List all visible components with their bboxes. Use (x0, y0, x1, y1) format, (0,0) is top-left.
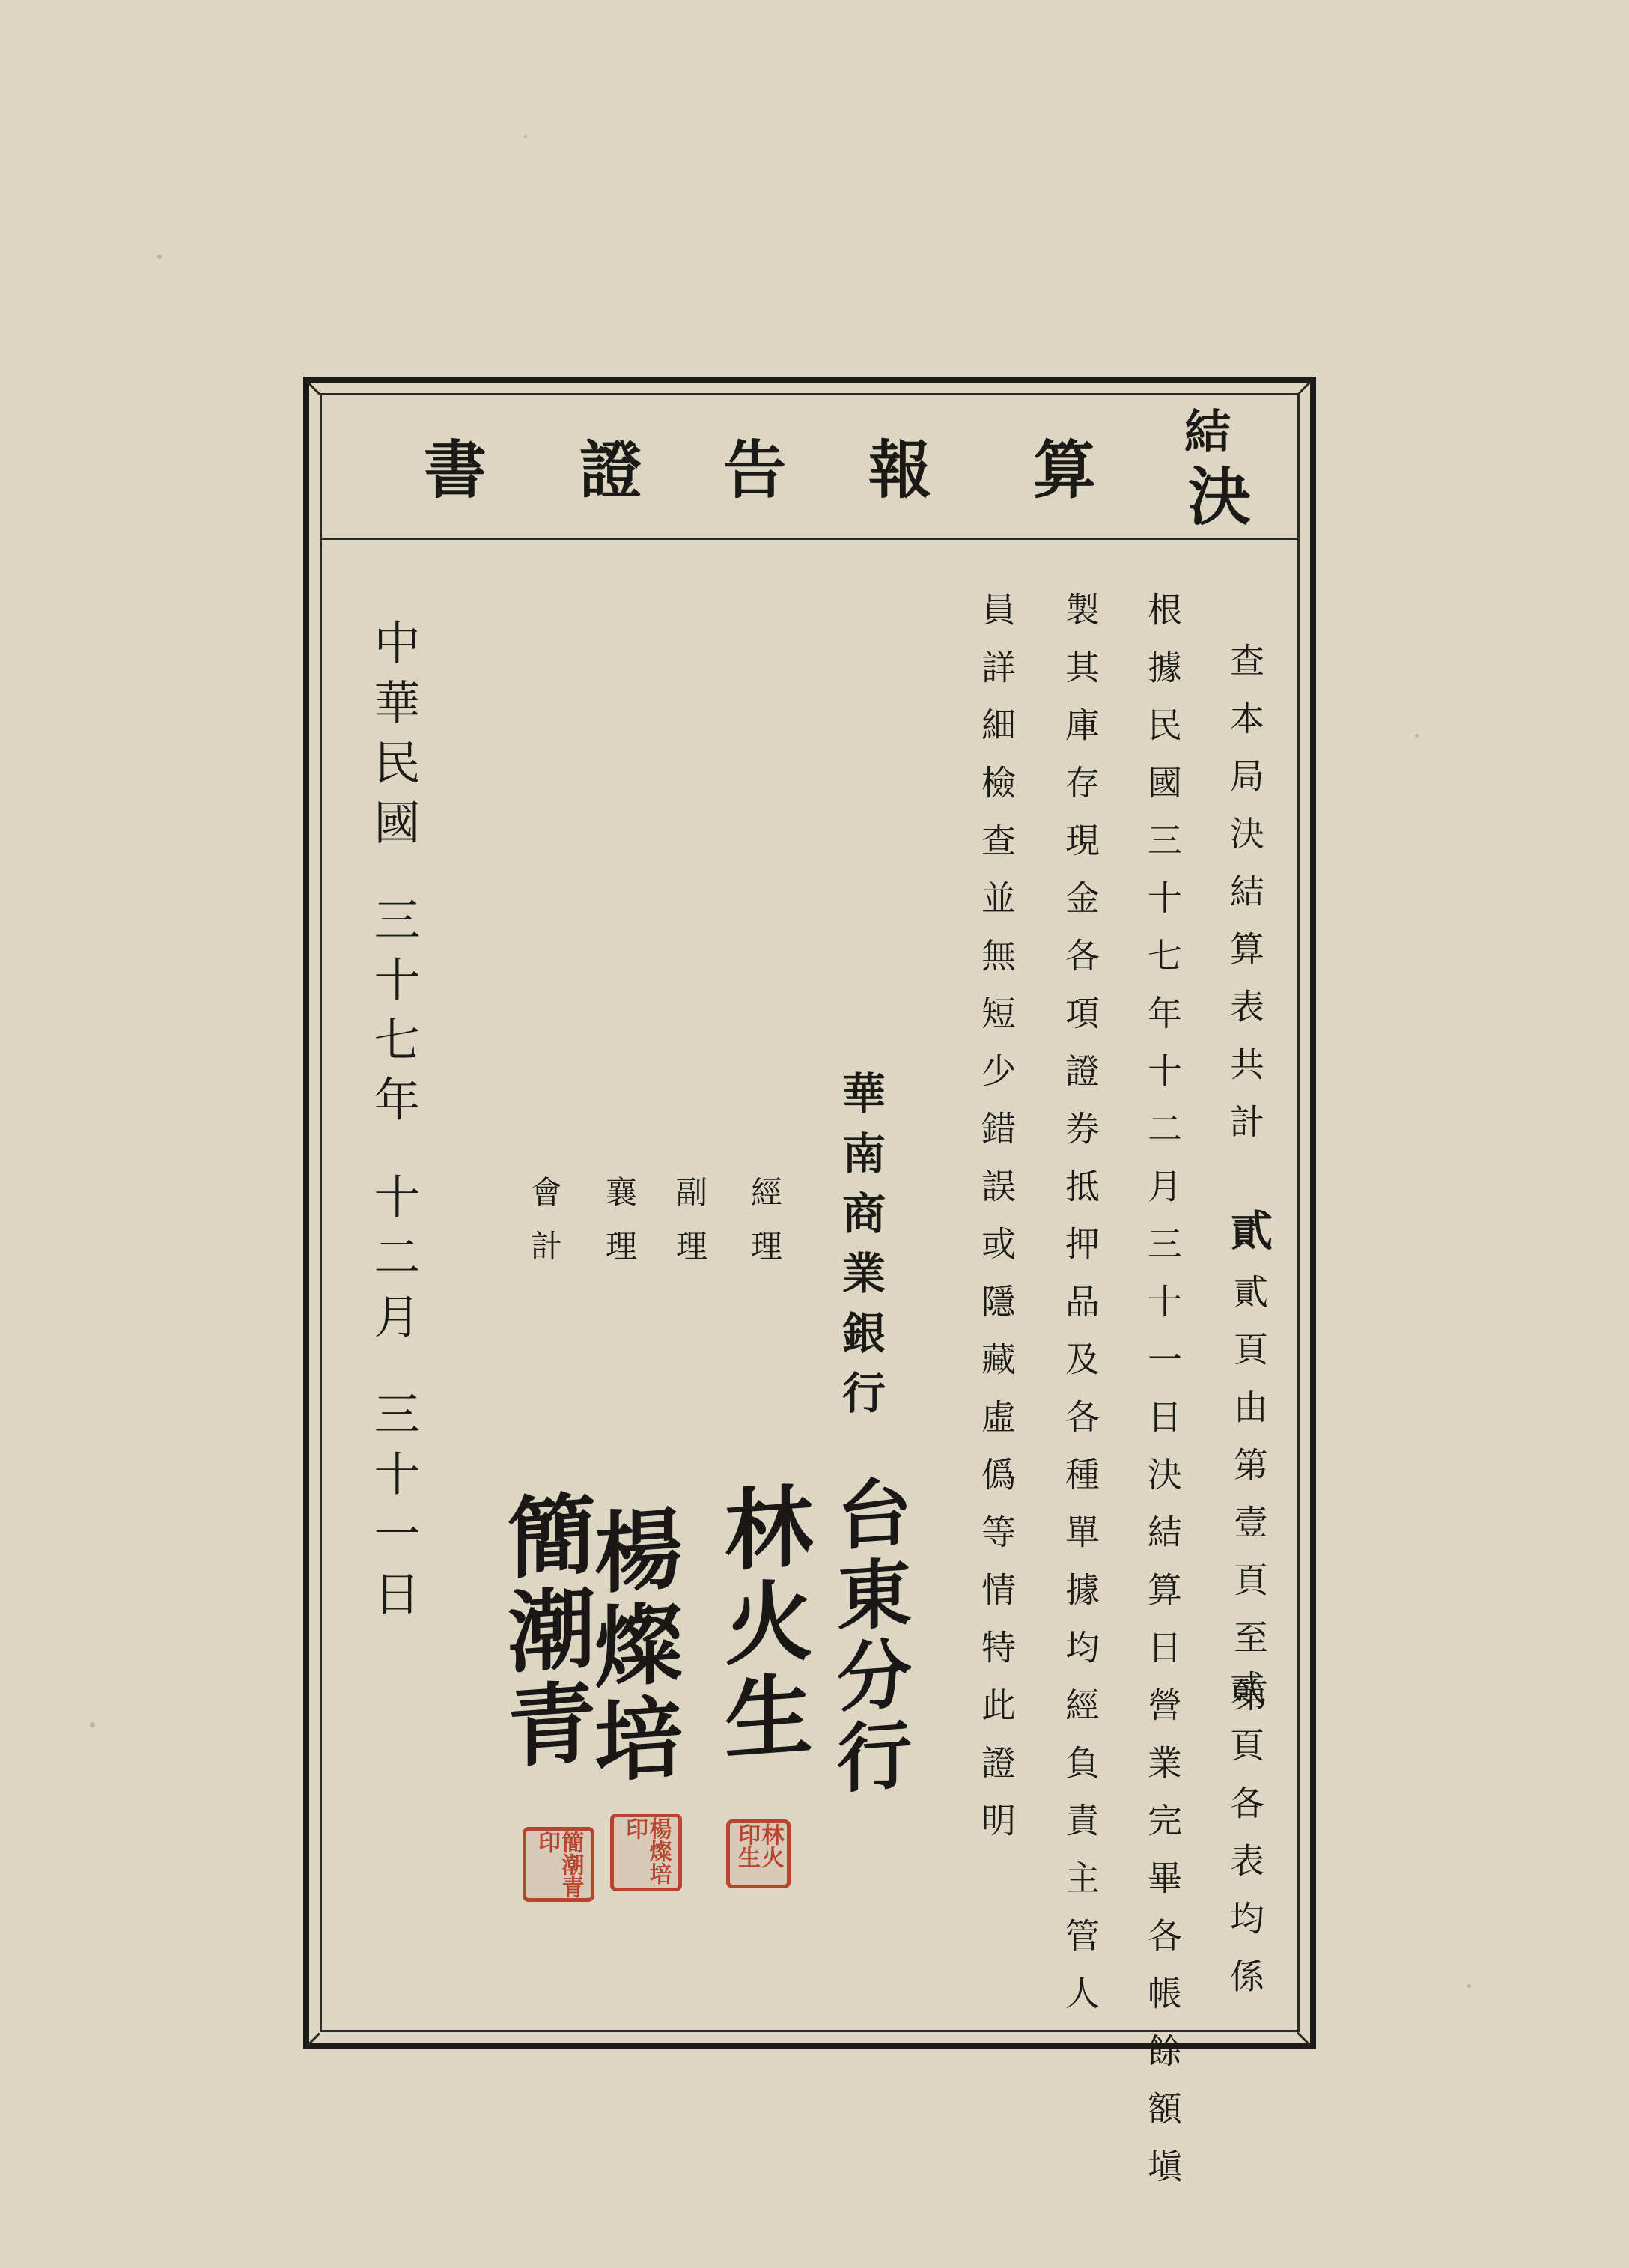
bank-name: 華南商業銀行 (835, 1071, 886, 1430)
paper-speck (524, 135, 527, 138)
title-char: 書 (424, 433, 487, 507)
paper-speck (1467, 1984, 1471, 1988)
body-line-4: 根據民國三十七年十二月三十一日決結算日營業完畢各帳餘額塡 (1142, 592, 1183, 2206)
seal-stamp: 林火印生 (726, 1819, 791, 1888)
date-month: 十二月 (366, 1173, 421, 1352)
paper-speck (157, 255, 162, 259)
role-accountant: 會計 (526, 1176, 563, 1283)
title-char-small: 結 (1184, 404, 1231, 459)
title-char: 決 (1188, 460, 1252, 534)
date-day: 三十一日 (366, 1390, 421, 1629)
role-assistant-manager: 襄理 (601, 1176, 638, 1283)
title-char: 算 (1033, 433, 1097, 507)
branch-name-handwritten: 台東分行 (824, 1471, 913, 1802)
title-char: 證 (579, 433, 643, 507)
header-divider (322, 538, 1297, 540)
title-char: 告 (723, 433, 787, 507)
handwritten-page-count: 貳 (1224, 1209, 1273, 1274)
body-line-2 (1224, 1209, 1273, 1735)
body-line-1: 查本局決結算表共計 (1225, 642, 1265, 1161)
role-deputy-manager: 副理 (672, 1176, 708, 1283)
title-char: 報 (868, 433, 932, 507)
role-manager: 經理 (746, 1176, 783, 1283)
body-line-6: 員詳細檢查並無短少錯誤或隱藏虛僞等情特此證明 (976, 592, 1017, 1860)
paper-speck (90, 1722, 95, 1727)
body-line-3: 貳頁各表均係 (1225, 1670, 1265, 2016)
date-year: 三十七年 (366, 896, 421, 1135)
signature-accountant: 簡潮青 (493, 1486, 597, 1777)
date-era: 中華民國 (366, 618, 421, 858)
body-line-5: 製其庫存現金各項證券抵押品及各種單據均經負責主管人 (1060, 592, 1100, 2033)
seal-stamp: 楊燦培印 (610, 1814, 682, 1891)
signature-deputy: 楊燦培 (579, 1501, 683, 1792)
body-line-2-text: 貳頁由第壹頁至第 (1228, 1274, 1269, 1735)
signature-manager: 林火生 (710, 1479, 814, 1769)
paper-speck (1415, 734, 1419, 738)
date-column (366, 618, 421, 1629)
seal-stamp: 簡潮青印 (523, 1827, 594, 1902)
